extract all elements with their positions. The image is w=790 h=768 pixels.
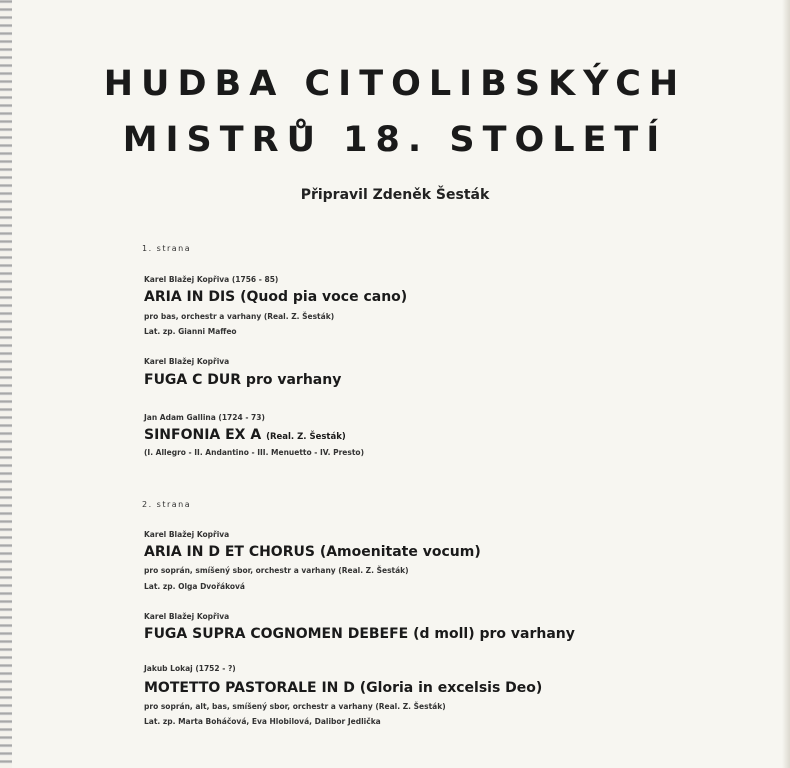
side2-item1-details: pro soprán, smíšený sbor, orchestr a varhany (Real. Z. Šesták) — [144, 566, 409, 575]
side1-item2-title: FUGA C DUR pro varhany — [144, 372, 342, 388]
side1-item1-composer: Karel Blažej Kopřiva (1756 - 85) — [144, 275, 279, 284]
subtitle: Připravil Zdeněk Šesták — [300, 187, 490, 203]
side2-item3-details: pro soprán, alt, bas, smíšený sbor, orchestr a varhany (Real. Z. Šesták) — [144, 702, 446, 711]
side-1-label: 1. strana — [142, 244, 192, 253]
title-line-2: MISTRŮ 18. STOLETÍ — [122, 120, 668, 160]
side2-item3-title: MOTETTO PASTORALE IN D (Gloria in excelsis Deo) — [144, 680, 543, 696]
side2-item1-title: ARIA IN D ET CHORUS (Amoenitate vocum) — [144, 544, 481, 560]
side2-item1-extra: Lat. zp. Olga Dvořáková — [144, 582, 245, 591]
side1-item3-title — [144, 427, 346, 443]
side1-item1-title: ARIA IN DIS (Quod pia voce cano) — [144, 289, 408, 305]
side1-item1-extra: Lat. zp. Gianni Maffeo — [144, 327, 237, 336]
side-2-label: 2. strana — [142, 500, 192, 509]
side1-item3-composer: Jan Adam Gallina (1724 - 73) — [144, 413, 265, 422]
side1-item3-details: (I. Allegro - II. Andantino - III. Menuetto - IV. Presto) — [144, 448, 365, 457]
side1-item3-title-small: (Real. Z. Šesták) — [266, 432, 346, 442]
side2-item2-title: FUGA SUPRA COGNOMEN DEBEFE (d moll) pro varhany — [144, 626, 575, 642]
side2-item2-composer: Karel Blažej Kopřiva — [144, 612, 230, 621]
side2-item3-composer: Jakub Lokaj (1752 - ?) — [144, 664, 236, 673]
page-title — [0, 56, 790, 168]
side2-item3-extra: Lat. zp. Marta Boháčová, Eva Hlobilová, Dalibor Jedlička — [144, 717, 381, 726]
side1-item2-composer: Karel Blažej Kopřiva — [144, 357, 230, 366]
side2-item1-composer: Karel Blažej Kopřiva — [144, 530, 230, 539]
title-line-1: HUDBA CITOLIBSKÝCH — [103, 64, 687, 104]
side1-item1-details: pro bas, orchestr a varhany (Real. Z. Šesták) — [144, 312, 335, 321]
side1-item3-title-main: SINFONIA EX A — [144, 427, 262, 443]
